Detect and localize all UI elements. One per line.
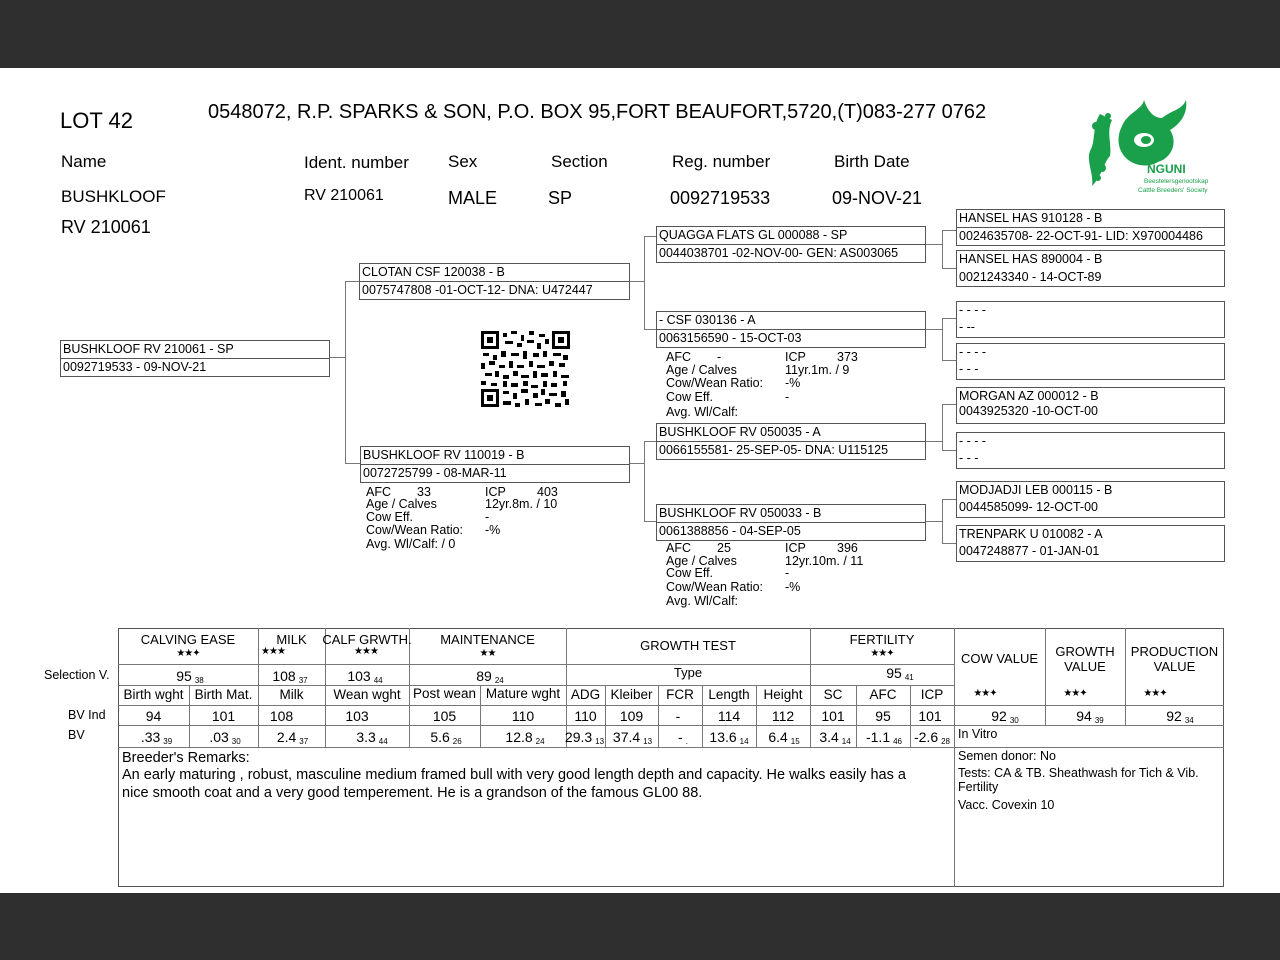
group-growth-value-1: GROWTH [1055,644,1115,659]
connector [926,521,942,522]
bv-acc: 37 [299,737,309,746]
animal-sex: MALE [448,188,498,208]
bvind-cell: 112 [771,708,795,724]
breeder-line: 0548072, R.P. SPARKS & SON, P.O. BOX 95,FORT BEAUFORT,5720,(T)083-277 0762 [208,101,987,123]
connector [644,236,656,237]
stat-label: Cow/Wean Ratio: [666,580,764,594]
trait-header: Kleiber [610,687,653,702]
sel-milk-acc: 37 [298,676,308,685]
pedigree-ds-reg: 0066155581- 25-SEP-05- DNA: U115125 [659,443,889,457]
stat-value: 11yr.1m. / 9 [785,363,850,377]
pedigree-gg-8 [956,525,1225,562]
group-cow-value: COW VALUE [960,651,1039,666]
pedigree-self-name: BUSHKLOOF RV 210061 - SP [63,342,234,356]
pedigree-self-reg: 0092719533 - 09-NOV-21 [63,360,207,374]
stat-label: Cow/Wean Ratio: [666,376,764,390]
connector [629,281,644,282]
pedigree-ds-name: BUSHKLOOF RV 050035 - A [659,425,821,439]
stat-value: 373 [837,350,858,364]
bv-cell [702,729,756,746]
pedigree-g1-reg: 0024635708- 22-OCT-91- LID: X970004486 [959,229,1203,243]
sel-fert-acc: 41 [904,673,914,682]
header-section: Section [551,152,608,171]
logo-sub2: Cattle Breeders' Society [1138,187,1208,194]
lot-number: LOT 42 [60,108,133,133]
header-birth: Birth Date [834,152,910,171]
pedigree-g8-reg: 0047248877 - 01-JAN-01 [959,544,1100,558]
pedigree-ss-reg: 0044038701 -02-NOV-00- GEN: AS003065 [659,246,899,260]
bv-cell [124,729,189,746]
trait-header: Length [708,687,750,702]
sel-milk-value: 108 [272,668,296,684]
stat-label: Age / Calves [666,554,737,568]
sel-fert-value: 95 [886,665,902,681]
sel-fertility [860,665,940,682]
trait-header: Height [763,687,803,702]
cow-value-acc: 30 [1009,716,1019,725]
divider [1125,628,1126,725]
animal-birth: 09-NOV-21 [832,188,923,208]
bv-value: 3.4 [819,729,839,745]
stat-value: -% [485,523,501,537]
bv-value: -1.1 [865,729,891,745]
logo-name: NGUNI [1147,162,1186,176]
bottom-bar [0,893,1280,960]
bv-cell [910,729,954,746]
pedigree-dam-name: BUSHKLOOF RV 110019 - B [363,448,525,462]
bvind-cell: 105 [432,708,457,724]
row-label-bv-ind: BV Ind [68,708,106,722]
pedigree-sd-name: - CSF 030136 - A [659,313,756,327]
trait-header: ADG [570,687,601,702]
pedigree-gg-2 [956,250,1225,287]
bv-value: .03 [209,729,229,745]
connector [644,441,656,442]
pedigree-gg-7 [956,481,1225,518]
sel-milk [260,668,320,685]
stat-label: ICP [785,350,806,364]
divider [957,227,1224,228]
pedigree-dam-reg: 0072725799 - 08-MAR-11 [363,466,507,480]
bv-value: 2.4 [276,729,297,745]
bvind-cell: 94 [145,708,162,724]
in-vitro: In Vitro [958,727,998,741]
divider [118,725,1224,726]
pedigree-g3-reg: - -- [959,320,975,334]
tests-fertility: Fertility [958,780,999,794]
bv-cell [412,729,480,746]
qr-code-icon [481,331,570,407]
pedigree-sire-dam [656,311,926,348]
divider [657,441,925,442]
remarks-title: Breeder's Remarks: [122,750,250,766]
divider [657,329,925,330]
stat-value: 403 [537,485,558,499]
pedigree-gg-3 [956,301,1225,338]
connector [942,230,956,231]
bvind-cell: 108 [269,708,294,724]
sel-calving [150,668,230,685]
divider [61,358,329,359]
stat-label: Avg. Wl/Calf: [666,405,739,419]
trait-header: FCR [666,687,694,702]
trait-header: Milk [279,687,304,702]
connector [942,360,956,361]
vaccination: Vacc. Covexin 10 [958,798,1055,812]
bv-cell [607,729,658,746]
connector [330,357,345,358]
dam-dam-stats [666,542,906,612]
pedigree-g1-name: HANSEL HAS 910128 - B [959,211,1103,225]
connector [345,463,360,464]
group-calf: CALF GRWTH. [322,632,412,647]
stars-cow-value: ★★✦ [973,688,997,699]
production-value-number: 92 [1166,708,1182,724]
connector [942,318,943,360]
stat-value: 396 [837,541,858,555]
connector [345,281,346,463]
animal-name-2: RV 210061 [61,217,151,237]
sel-calving-value: 95 [176,668,192,684]
bv-cell [758,729,810,746]
sel-calving-acc: 38 [194,676,204,685]
bv-acc: 14 [739,737,749,746]
pedigree-sire-sire [656,226,926,263]
divider [657,244,925,245]
bv-value: 29.3 [564,729,593,745]
group-growth: GROWTH TEST [640,638,736,653]
header-name: Name [61,152,107,171]
group-milk: MILK [276,632,307,647]
pedigree-sire [359,263,630,300]
pedigree-gg-6 [956,432,1225,469]
bv-acc: 30 [231,737,241,746]
trait-header: Wean wght [333,687,401,702]
group-production-value-2: VALUE [1153,659,1196,674]
qr-code [481,331,570,407]
stat-label: Cow Eff. [366,510,414,524]
pedigree-g7-reg: 0044585099- 12-OCT-00 [959,500,1098,514]
sire-dam-stats [666,351,906,421]
bv-acc: 15 [790,737,800,746]
pedigree-g8-name: TRENPARK U 010082 - A [959,527,1103,541]
header-sex: Sex [448,152,478,171]
stars-growth-value: ★★✦ [1063,688,1087,699]
connector [926,329,942,330]
pedigree-g7-name: MODJADJI LEB 000115 - B [959,483,1113,497]
divider [657,522,925,523]
bv-cell [858,729,910,746]
header-reg: Reg. number [672,152,771,171]
semen-donor: Semen donor: No [958,749,1056,763]
dam-stats [366,486,606,556]
stars-calving: ★★✦ [176,648,200,659]
row-label-bv: BV [68,728,85,742]
trait-header: Post wean [412,686,477,701]
bv-acc: . [685,737,688,746]
stat-label: Age / Calves [666,363,737,377]
pedigree-ss-name: QUAGGA FLATS GL 000088 - SP [659,228,848,242]
bv-acc: 28 [941,737,951,746]
bv-cell [192,729,258,746]
trait-header: AFC [869,687,897,702]
sel-calf-value: 103 [347,668,371,684]
growth-value [1055,708,1125,725]
stat-value: - [785,566,790,580]
connector [644,521,656,522]
nguni-logo [1082,96,1232,206]
stars-production-value: ★★✦ [1143,688,1167,699]
pedigree-dd-name: BUSHKLOOF RV 050033 - B [659,506,822,520]
pedigree-gg-4 [956,343,1225,380]
stat-value: -% [785,580,801,594]
connector [942,404,943,450]
divider [954,628,955,887]
bv-value: 12.8 [505,729,533,745]
group-maint: MAINTENANCE [440,632,535,647]
bvind-cell: 110 [511,708,535,724]
stat-value: 33 [417,485,431,499]
connector [942,543,956,544]
pedigree-g4-name: - - - - [959,345,987,359]
connector [926,244,942,245]
pedigree-dam-sire [656,423,926,460]
bv-value: 13.6 [709,729,737,745]
stat-value: - [785,390,790,404]
stars-fertility: ★★✦ [870,648,894,659]
bvind-cell: 103 [345,708,369,724]
stars-milk: ★★★ [261,646,285,657]
cow-value [970,708,1040,725]
tests: Tests: CA & TB. Sheathwash for Tich & Vib. [958,766,1199,780]
bv-acc: 39 [163,737,173,746]
bv-value: 37.4 [612,729,641,745]
bvind-cell: 109 [619,708,644,724]
pedigree-g6-reg: - - - [959,451,979,465]
growth-value-number: 94 [1076,708,1092,724]
stat-label: ICP [485,485,506,499]
pedigree-dam-dam [656,504,926,541]
divider [118,705,1224,706]
top-bar [0,0,1280,68]
bvind-cell: - [675,708,681,724]
stat-value: 12yr.10m. / 11 [785,554,864,568]
bv-acc: 13 [595,737,605,746]
stat-label: AFC [666,350,691,364]
connector [926,441,942,442]
group-calving: CALVING EASE [140,632,236,647]
stat-label: Age / Calves [366,497,437,511]
stars-maint: ★★ [479,648,496,659]
stat-label: Cow Eff. [666,566,714,580]
group-fertility: FERTILITY [849,632,915,647]
trait-header: SC [823,687,843,702]
bv-acc: 24 [535,737,545,746]
connector [942,499,956,500]
bvind-cell: 114 [717,708,741,724]
pedigree-sd-reg: 0063156590 - 15-OCT-03 [659,331,802,345]
logo-sub1: Beestelersgenootskap [1144,178,1209,185]
stat-value: - [717,350,722,364]
sel-calf-acc: 44 [373,676,383,685]
trait-header: Birth Mat. [194,687,253,702]
bvind-cell: 95 [875,708,891,724]
production-value-acc: 34 [1184,716,1194,725]
stat-label: ICP [785,541,806,555]
connector [942,268,956,269]
connector [942,450,956,451]
bv-cell [484,729,566,746]
connector [942,499,943,543]
bv-acc: 13 [643,737,653,746]
trait-header: ICP [920,687,944,702]
pedigree-sire-name: CLOTAN CSF 120038 - B [362,265,505,279]
bv-value: .33 [140,729,161,745]
group-production-value-1: PRODUCTION [1130,644,1219,659]
trait-header: Mature wght [485,686,561,701]
bv-acc: 46 [893,737,903,746]
pedigree-dam [360,446,630,483]
connector [942,318,956,319]
pedigree-g5-name: MORGAN AZ 000012 - B [959,389,1099,403]
sel-maint-value: 89 [476,668,492,684]
animal-name: BUSHKLOOF [61,187,166,206]
cow-value-number: 92 [991,708,1007,724]
connector [629,463,644,464]
connector [345,281,360,282]
divider [360,281,629,282]
pedigree-g6-name: - - - - [959,434,987,448]
bvind-cell: 101 [918,708,942,724]
group-growth-value-2: VALUE [1064,659,1106,674]
stat-value: -% [785,376,801,390]
bv-acc: 44 [378,737,388,746]
bv-cell [335,729,409,746]
stars-calf: ★★★ [354,646,378,657]
pedigree-dd-reg: 0061388856 - 04-SEP-05 [659,524,801,538]
bv-cell [664,729,702,746]
connector [942,230,943,268]
animal-section: SP [548,188,573,208]
animal-reg: 0092719533 [670,188,771,208]
divider [361,464,629,465]
pedigree-g5-reg: 0043925320 -10-OCT-00 [959,404,1098,418]
bvind-cell: 101 [211,708,236,724]
bvind-cell: 110 [574,708,597,724]
bv-cell [812,729,858,746]
stat-label: Cow/Wean Ratio: [366,523,464,537]
bv-acc: 26 [452,737,462,746]
bv-value: 3.3 [356,729,376,745]
sel-maint [440,668,540,685]
remarks-line-1: An early maturing , robust, masculine medium framed bull with very good length depth and capacity. He walks easily has a [122,767,906,783]
bv-cell [562,729,607,746]
bv-value: 6.4 [768,729,788,745]
bv-cell [260,729,325,746]
pedigree-gg-1 [956,209,1225,246]
production-value [1140,708,1220,725]
stat-value: 25 [717,541,731,555]
trait-header: Birth wght [123,687,184,702]
stat-label: Cow Eff. [666,390,714,404]
header-ident: Ident. number [304,153,409,172]
stat-value: 12yr.8m. / 10 [485,497,558,511]
sel-calf [330,668,400,685]
pedigree-g4-reg: - - - [959,362,979,376]
animal-ident: RV 210061 [304,187,384,204]
growth-value-acc: 39 [1094,716,1104,725]
sel-maint-acc: 24 [494,676,504,685]
connector [644,236,645,329]
pedigree-gg-5 [956,387,1225,424]
connector [644,329,656,330]
stat-label: AFC [666,541,691,555]
bv-value: -2.6 [913,729,939,745]
bv-value: - [678,729,683,745]
connector [644,441,645,521]
remarks-line-2: nice smooth coat and a very good temperement. He is a grandson of the famous GL00 88. [122,785,703,801]
pedigree-g3-name: - - - - [959,303,987,317]
bvind-cell: 101 [821,708,845,724]
pedigree-self [60,340,330,377]
row-label-selection: Selection V. [44,668,110,682]
pedigree-g2-name: HANSEL HAS 890004 - B [959,252,1103,266]
stat-label: Avg. Wl/Calf: / 0 [366,537,456,551]
connector [942,404,956,405]
type-label: Type [673,665,703,680]
divider [1045,628,1046,725]
bv-acc: 14 [841,737,851,746]
pedigree-g2-reg: 0021243340 - 14-OCT-89 [959,270,1102,284]
pedigree-sire-reg: 0075747808 -01-OCT-12- DNA: U472447 [362,283,593,297]
stat-label: AFC [366,485,391,499]
divider [118,747,1224,748]
bv-value: 5.6 [430,729,450,745]
stat-label: Avg. Wl/Calf: [666,594,739,608]
stat-value: - [485,510,490,524]
